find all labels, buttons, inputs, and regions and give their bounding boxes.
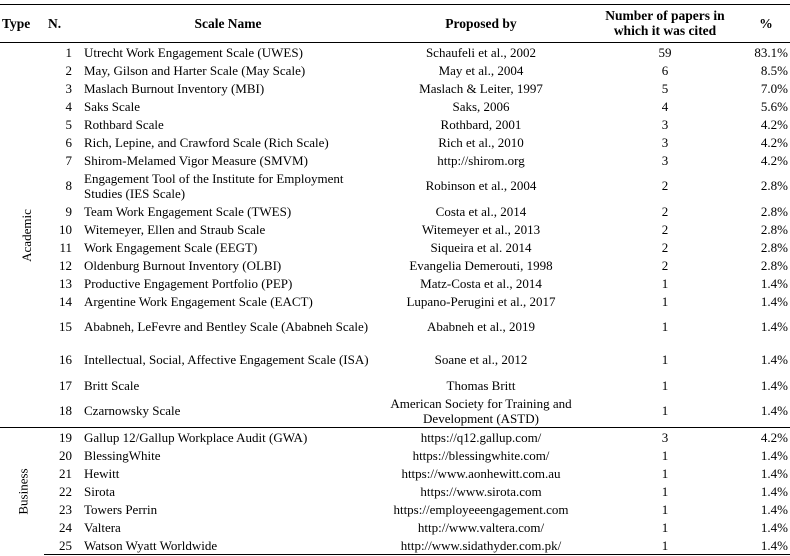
proposed-by: Evangelia Demerouti, 1998 — [409, 257, 553, 273]
row-number: 13 — [59, 275, 72, 291]
percent: 5.6% — [760, 98, 788, 114]
proposed-by: Maslach & Leiter, 1997 — [419, 80, 543, 96]
percent: 1.4% — [760, 483, 788, 499]
paper-count: 1 — [661, 275, 669, 291]
proposed-by: Siqueira et al. 2014 — [430, 239, 532, 255]
percent: 1.4% — [742, 536, 790, 555]
row-number: 1 — [65, 44, 72, 60]
row-number: 2 — [65, 62, 72, 78]
table-row — [0, 274, 790, 292]
scale-name: Engagement Tool of the Institute for Employment Studies (IES Scale) — [84, 170, 344, 201]
proposed-by: American Society for Training and Development (ASTD) — [390, 395, 572, 426]
table-row — [0, 518, 790, 536]
table-row — [0, 97, 790, 115]
type-group-cell — [0, 43, 44, 428]
scale-name: Team Work Engagement Scale (TWES) — [84, 203, 292, 219]
table-row — [0, 446, 790, 464]
paper-count: 6 — [661, 62, 669, 78]
row-number: 14 — [59, 293, 72, 309]
proposed-by: Costa et al., 2014 — [435, 203, 527, 219]
table-row — [0, 61, 790, 79]
proposed-by: Witemeyer et al., 2013 — [421, 221, 541, 237]
paper-count: 59 — [658, 44, 672, 60]
table-row — [0, 43, 790, 62]
row-number: 8 — [65, 178, 72, 193]
scale-name: Rich, Lepine, and Crawford Scale (Rich Scale) — [84, 134, 329, 150]
paper-count: 3 — [661, 134, 669, 150]
scale-name: May, Gilson and Harter Scale (May Scale) — [84, 62, 306, 78]
scale-name: Sirota — [84, 483, 116, 499]
row-number: 11 — [59, 239, 72, 255]
row-number: 4 — [65, 98, 72, 114]
paper-count: 1 — [661, 377, 669, 393]
percent: 1.4% — [760, 352, 788, 367]
paper-count: 1 — [661, 352, 669, 367]
paper-count: 3 — [661, 152, 669, 168]
table-row — [0, 343, 790, 376]
row-number: 19 — [44, 428, 78, 447]
scales-table — [0, 4, 790, 555]
table-body — [0, 43, 790, 555]
paper-count: 2 — [661, 178, 669, 193]
paper-count: 1 — [661, 501, 669, 517]
percent: 1.4% — [760, 377, 788, 393]
scale-name: Watson Wyatt Worldwide — [78, 536, 374, 555]
header-scale-name: Scale Name — [78, 5, 374, 43]
percent: 83.1% — [754, 44, 788, 60]
paper-count: 1 — [661, 519, 669, 535]
paper-count: 4 — [661, 98, 669, 114]
proposed-by: https://employeeengagement.com — [393, 501, 569, 517]
table-row — [0, 500, 790, 518]
table-row — [0, 376, 790, 394]
proposed-by: Schaufeli et al., 2002 — [425, 44, 537, 60]
table-row — [0, 464, 790, 482]
row-number: 22 — [59, 483, 72, 499]
percent: 1.4% — [760, 447, 788, 463]
proposed-by: Lupano-Perugini et al., 2017 — [406, 293, 556, 309]
table-row — [0, 292, 790, 310]
paper-count: 2 — [661, 257, 669, 273]
scale-name: Oldenburg Burnout Inventory (OLBI) — [84, 257, 282, 273]
scale-name: Witemeyer, Ellen and Straub Scale — [84, 221, 266, 237]
percent: 4.2% — [760, 116, 788, 132]
row-number: 16 — [59, 352, 72, 367]
table-row — [0, 133, 790, 151]
scale-name: Rothbard Scale — [84, 116, 164, 132]
table-row — [0, 79, 790, 97]
scale-name: Maslach Burnout Inventory (MBI) — [84, 80, 265, 96]
row-number: 15 — [59, 319, 72, 334]
type-group-cell — [0, 428, 44, 555]
table-row — [0, 310, 790, 343]
percent: 1.4% — [760, 293, 788, 309]
percent: 1.4% — [760, 319, 788, 334]
scale-name: BlessingWhite — [84, 447, 161, 463]
paper-count: 5 — [661, 80, 669, 96]
row-number: 12 — [59, 257, 72, 273]
percent: 8.5% — [760, 62, 788, 78]
scale-name: Shirom-Melamed Vigor Measure (SMVM) — [84, 152, 308, 168]
row-number: 9 — [65, 203, 72, 219]
header-paper-count: Number of papers in which it was cited — [588, 5, 742, 43]
scale-name: Valtera — [84, 519, 121, 535]
percent: 2.8% — [760, 203, 788, 219]
percent: 7.0% — [760, 80, 788, 96]
type-group-label: Academic — [18, 208, 34, 262]
scale-name: Gallup 12/Gallup Workplace Audit (GWA) — [78, 428, 374, 447]
row-number: 10 — [59, 221, 72, 237]
scale-name: Hewitt — [84, 465, 120, 481]
percent: 2.8% — [760, 239, 788, 255]
percent: 1.4% — [760, 403, 788, 418]
scale-name: Czarnowsky Scale — [84, 403, 181, 418]
proposed-by: Saks, 2006 — [452, 98, 510, 114]
proposed-by: May et al., 2004 — [438, 62, 524, 78]
row-number: 25 — [44, 536, 78, 555]
table-row — [0, 428, 790, 447]
table-row — [0, 115, 790, 133]
scale-name: Utrecht Work Engagement Scale (UWES) — [84, 44, 303, 60]
proposed-by: Soane et al., 2012 — [434, 352, 528, 367]
percent: 4.2% — [742, 428, 790, 447]
percent: 4.2% — [760, 152, 788, 168]
scale-name: Argentine Work Engagement Scale (EACT) — [84, 293, 313, 309]
row-number: 24 — [59, 519, 72, 535]
percent: 2.8% — [760, 221, 788, 237]
scale-name: Towers Perrin — [84, 501, 158, 517]
type-group-label: Business — [15, 468, 31, 515]
header-row — [0, 5, 790, 43]
row-number: 17 — [59, 377, 72, 393]
paper-count: 1 — [661, 483, 669, 499]
scale-name: Intellectual, Social, Affective Engagement Scale (ISA) — [84, 352, 369, 367]
proposed-by: http://www.valtera.com/ — [417, 519, 545, 535]
paper-count: 1 — [661, 447, 669, 463]
paper-count: 1 — [661, 403, 669, 418]
table-row — [0, 256, 790, 274]
proposed-by: Ababneh et al., 2019 — [427, 319, 535, 334]
paper-count: 3 — [588, 428, 742, 447]
header-number: N. — [44, 5, 78, 43]
paper-count: 2 — [661, 221, 669, 237]
table-row — [0, 536, 790, 555]
proposed-by: https://q12.gallup.com/ — [374, 428, 588, 447]
proposed-by: https://blessingwhite.com/ — [412, 447, 550, 463]
row-number: 20 — [59, 447, 72, 463]
percent: 4.2% — [760, 134, 788, 150]
proposed-by: http://shirom.org — [437, 152, 525, 168]
header-type: Type — [0, 5, 44, 43]
paper-count: 1 — [588, 536, 742, 555]
table-row — [0, 482, 790, 500]
row-number: 3 — [65, 80, 72, 96]
percent: 2.8% — [760, 178, 788, 193]
paper-count: 2 — [661, 239, 669, 255]
percent: 1.4% — [760, 465, 788, 481]
table-row — [0, 169, 790, 202]
table-row — [0, 220, 790, 238]
paper-count: 3 — [661, 116, 669, 132]
table-row — [0, 238, 790, 256]
scale-name: Ababneh, LeFevre and Bentley Scale (Ababneh Scale) — [84, 319, 369, 334]
scale-name: Work Engagement Scale (EEGT) — [84, 239, 258, 255]
row-number: 6 — [65, 134, 72, 150]
table-row — [0, 394, 790, 428]
row-number: 5 — [65, 116, 72, 132]
proposed-by: https://www.sirota.com — [420, 483, 542, 499]
row-number: 18 — [59, 403, 72, 418]
scale-name: Productive Engagement Portfolio (PEP) — [84, 275, 293, 291]
row-number: 7 — [65, 152, 72, 168]
proposed-by: http://www.sidathyder.com.pk/ — [374, 536, 588, 555]
paper-count: 1 — [661, 293, 669, 309]
paper-count: 1 — [661, 465, 669, 481]
proposed-by: Robinson et al., 2004 — [425, 178, 537, 193]
table-row — [0, 202, 790, 220]
scale-name: Saks Scale — [84, 98, 140, 114]
percent: 1.4% — [760, 519, 788, 535]
row-number: 21 — [59, 465, 72, 481]
proposed-by: Thomas Britt — [446, 377, 516, 393]
percent: 1.4% — [760, 501, 788, 517]
row-number: 23 — [59, 501, 72, 517]
header-percent: % — [742, 5, 790, 43]
proposed-by: https://www.aonhewitt.com.au — [401, 465, 561, 481]
paper-count: 1 — [661, 319, 669, 334]
percent: 1.4% — [760, 275, 788, 291]
paper-count: 2 — [661, 203, 669, 219]
header-proposed-by: Proposed by — [374, 5, 588, 43]
table-row — [0, 151, 790, 169]
proposed-by: Rothbard, 2001 — [440, 116, 522, 132]
proposed-by: Rich et al., 2010 — [438, 134, 524, 150]
percent: 2.8% — [760, 257, 788, 273]
scale-name: Britt Scale — [84, 377, 140, 393]
proposed-by: Matz-Costa et al., 2014 — [420, 275, 542, 291]
